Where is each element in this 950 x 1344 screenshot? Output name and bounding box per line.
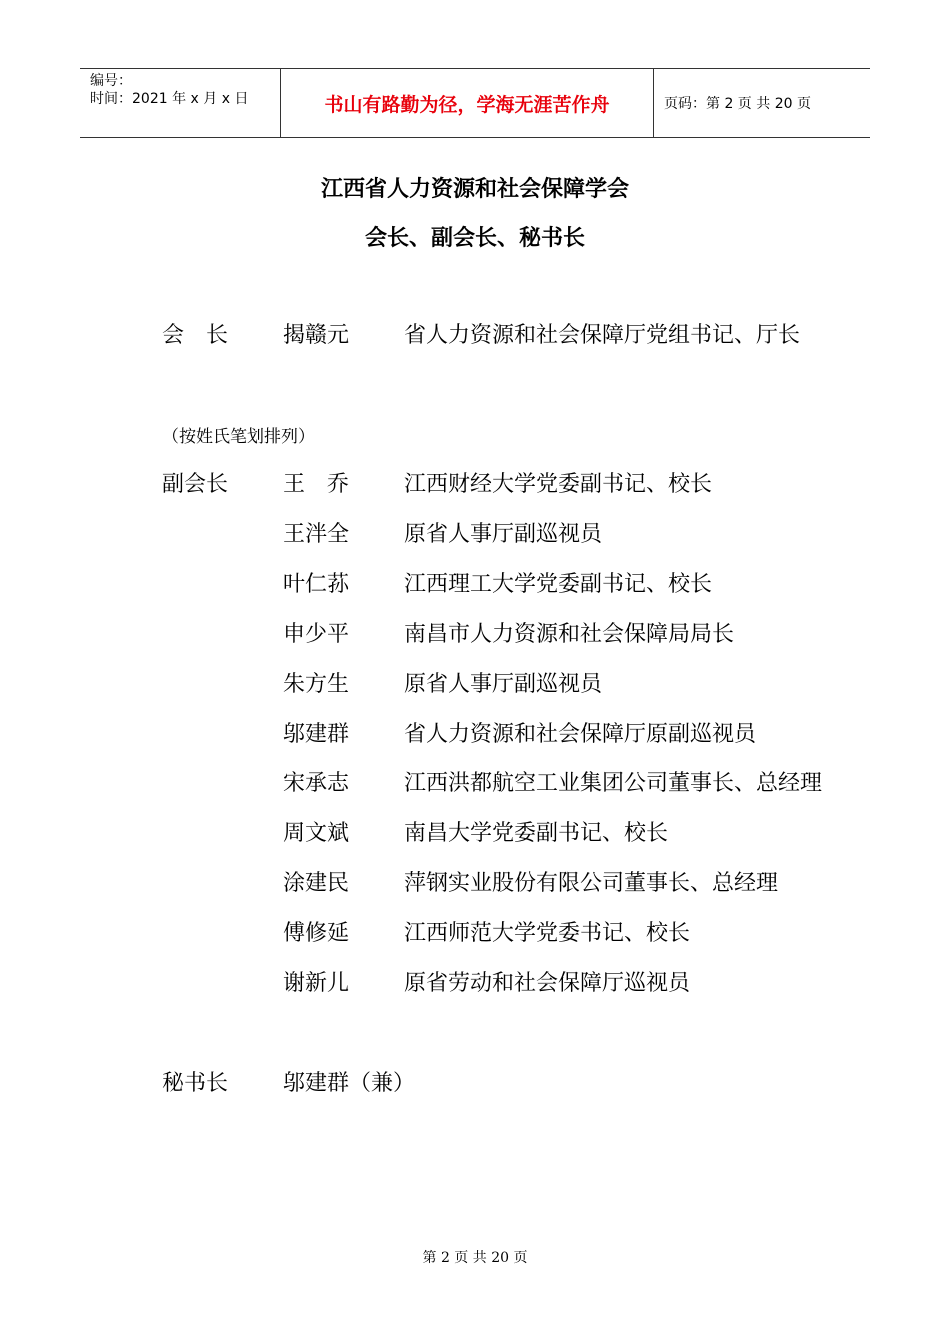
person-name: 谢新儿 <box>283 971 350 996</box>
list-item <box>0 717 950 751</box>
list-item <box>0 916 950 950</box>
list-item <box>0 617 950 651</box>
list-item <box>0 567 950 601</box>
header-meta <box>80 69 280 137</box>
person-name: 周文斌 <box>283 821 350 846</box>
list-item <box>0 467 950 501</box>
person-position: 江西洪都航空工业集团公司董事长、总经理 <box>404 771 823 796</box>
title-line-2: 会长、副会长、秘书长 <box>364 225 585 251</box>
person-position: 江西师范大学党委书记、校长 <box>404 921 691 946</box>
person-name: 宋承志 <box>283 771 350 796</box>
person-name: 叶仁荪 <box>283 572 350 597</box>
person-position: 省人力资源和社会保障厅党组书记、厅长 <box>404 323 801 348</box>
role-label: 副会长 <box>162 472 229 497</box>
person-position: 江西财经大学党委副书记、校长 <box>404 472 713 497</box>
time-label: 时间：2021 年 x 月 x 日 <box>90 91 249 107</box>
person-position: 省人力资源和社会保障厅原副巡视员 <box>404 722 757 747</box>
person-position: 南昌市人力资源和社会保障局局长 <box>404 622 735 647</box>
list-item <box>0 766 950 800</box>
person-name: 王 乔 <box>283 472 350 497</box>
list-item <box>0 866 950 900</box>
person-name: 傅修延 <box>283 921 350 946</box>
motto: 书山有路勤为径，学海无涯苦作舟 <box>324 93 610 116</box>
page-info: 页码：第 2 页 共 20 页 <box>664 96 811 112</box>
president-row <box>0 318 950 352</box>
document-header <box>80 68 870 138</box>
person-name: 申少平 <box>283 622 350 647</box>
person-name: 朱方生 <box>283 672 350 697</box>
title-line-1: 江西省人力资源和社会保障学会 <box>320 176 629 202</box>
role-label: 秘书长 <box>162 1071 229 1096</box>
person-name: 揭赣元 <box>283 323 350 348</box>
person-position: 原省人事厅副巡视员 <box>404 672 603 697</box>
person-position: 原省劳动和社会保障厅巡视员 <box>404 971 691 996</box>
person-name: 邬建群 <box>283 722 350 747</box>
page-footer: 第 2 页 共 20 页 <box>422 1250 528 1266</box>
list-item <box>0 816 950 850</box>
header-page-cell <box>652 69 870 137</box>
header-motto-cell <box>280 69 654 137</box>
list-item <box>0 966 950 1000</box>
person-position: 南昌大学党委副书记、校长 <box>404 821 669 846</box>
person-position: 萍钢实业股份有限公司董事长、总经理 <box>404 871 779 896</box>
number-label: 编号： <box>90 73 132 89</box>
person-name: 邬建群（兼） <box>283 1071 416 1096</box>
secretary-row <box>0 1066 950 1100</box>
person-name: 王泮全 <box>283 522 350 547</box>
role-label: 会 长 <box>162 323 229 348</box>
list-item <box>0 667 950 701</box>
list-item <box>0 517 950 551</box>
ordering-note: （按姓氏笔划排列） <box>162 427 315 447</box>
person-position: 江西理工大学党委副书记、校长 <box>404 572 713 597</box>
person-position: 原省人事厅副巡视员 <box>404 522 603 547</box>
person-name: 涂建民 <box>283 871 350 896</box>
